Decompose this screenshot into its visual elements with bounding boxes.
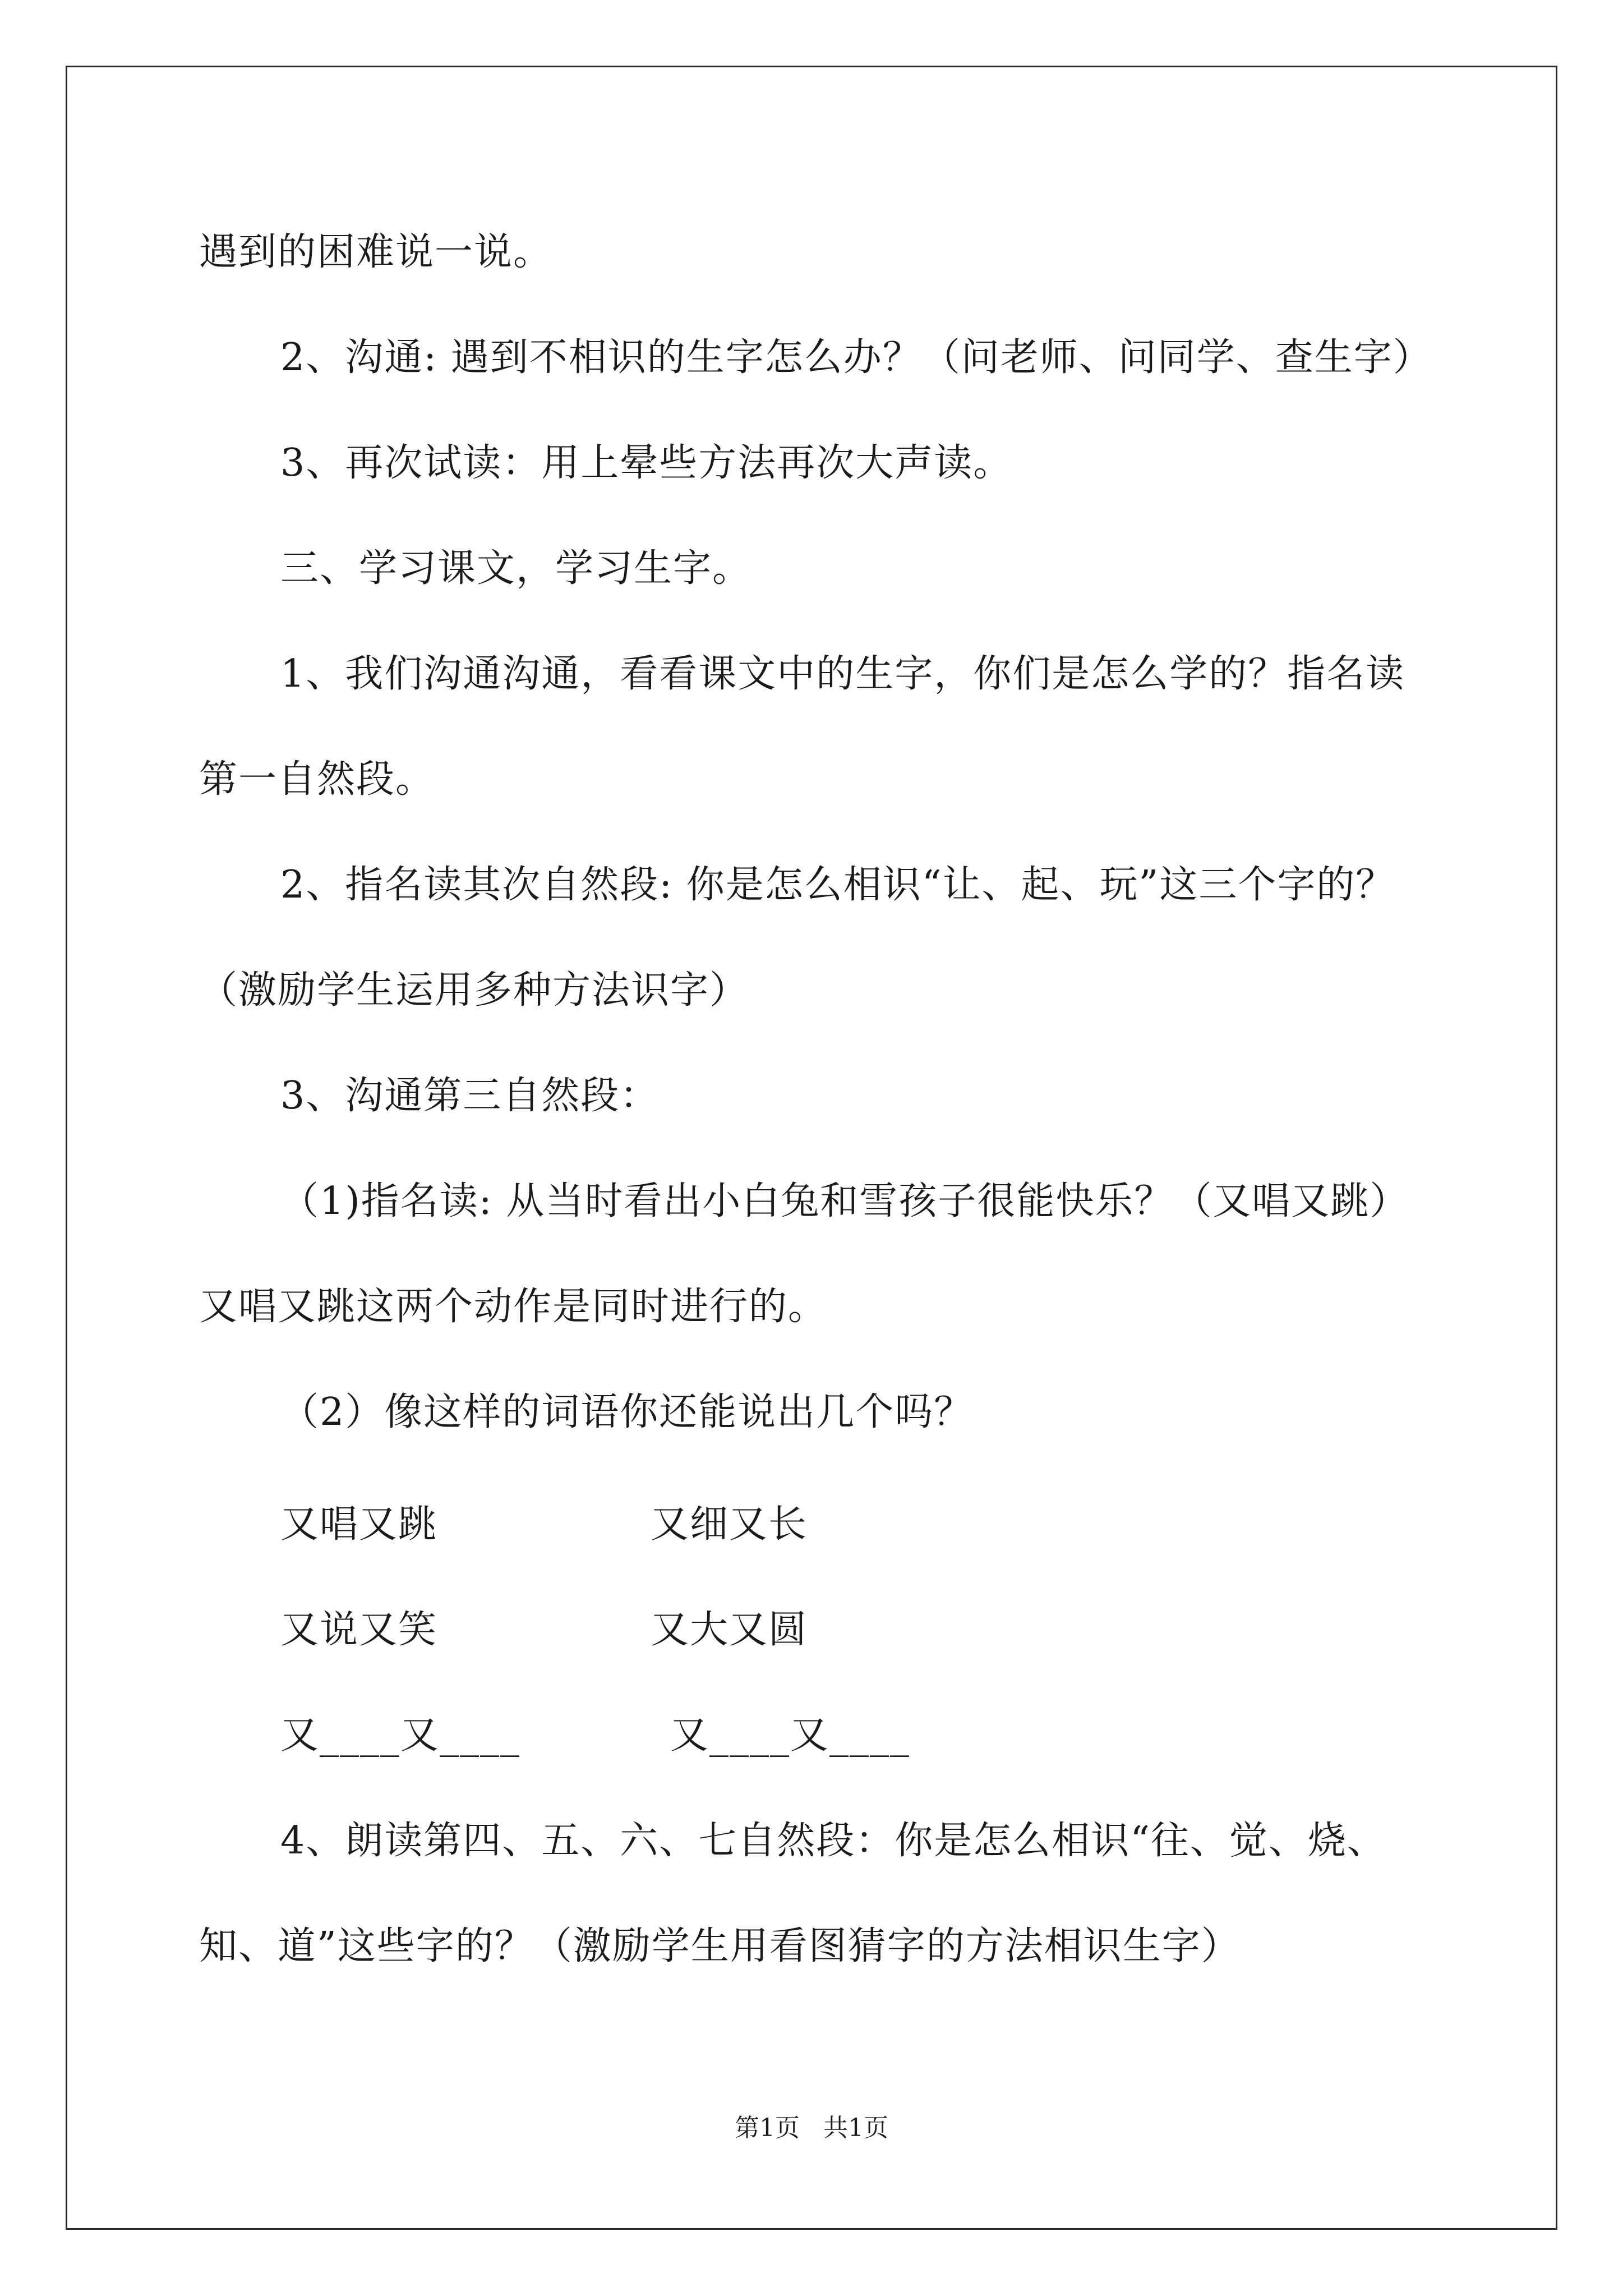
text-line: 2、沟通: 遇到不相识的生字怎么办？（问老师、问同学、查生字） [280,335,1432,380]
text-line: 又唱又跳这两个动作是同时进行的。 [199,1285,828,1329]
text-line: 知、道”这些字的？（激励学生用看图猜字的方法相识生字） [199,1924,1241,1968]
text-line: 3、再次试读：用上晕些方法再次大声读。 [280,441,1013,485]
text-line: 2、指名读其次自然段: 你是怎么相识“让、起、玩”这三个字的？ [280,863,1395,907]
text-line: 遇到的困难说一说。 [199,230,553,274]
text-line: 1、我们沟通沟通，看看课文中的生字，你们是怎么学的？指名读 [280,652,1405,696]
page-border [66,66,1557,2230]
section-heading: 三、学习课文，学习生字。 [280,546,752,591]
word-fill-blank: 又____又____ [670,1713,911,1757]
page-number-footer: 第1页 共1页 [735,2114,888,2142]
text-line: （2）像这样的词语你还能说出几个吗？ [280,1390,974,1434]
text-line: （1)指名读: 从当时看出小白兔和雪孩子很能快乐？（又唱又跳） [280,1179,1409,1223]
word-cell: 又大又圆 [651,1608,808,1652]
text-line: 4、朗读第四、五、六、七自然段：你是怎么相识“往、觉、烧、 [280,1819,1387,1863]
word-cell: 又细又长 [651,1502,808,1547]
text-line: 3、沟通第三自然段： [280,1074,660,1118]
word-cell: 又说又笑 [280,1608,438,1652]
word-cell: 又唱又跳 [280,1502,438,1547]
text-line: （激励学生运用多种方法识字） [199,968,749,1013]
word-fill-blank: 又____又____ [280,1713,521,1757]
text-line: 第一自然段。 [199,757,435,802]
